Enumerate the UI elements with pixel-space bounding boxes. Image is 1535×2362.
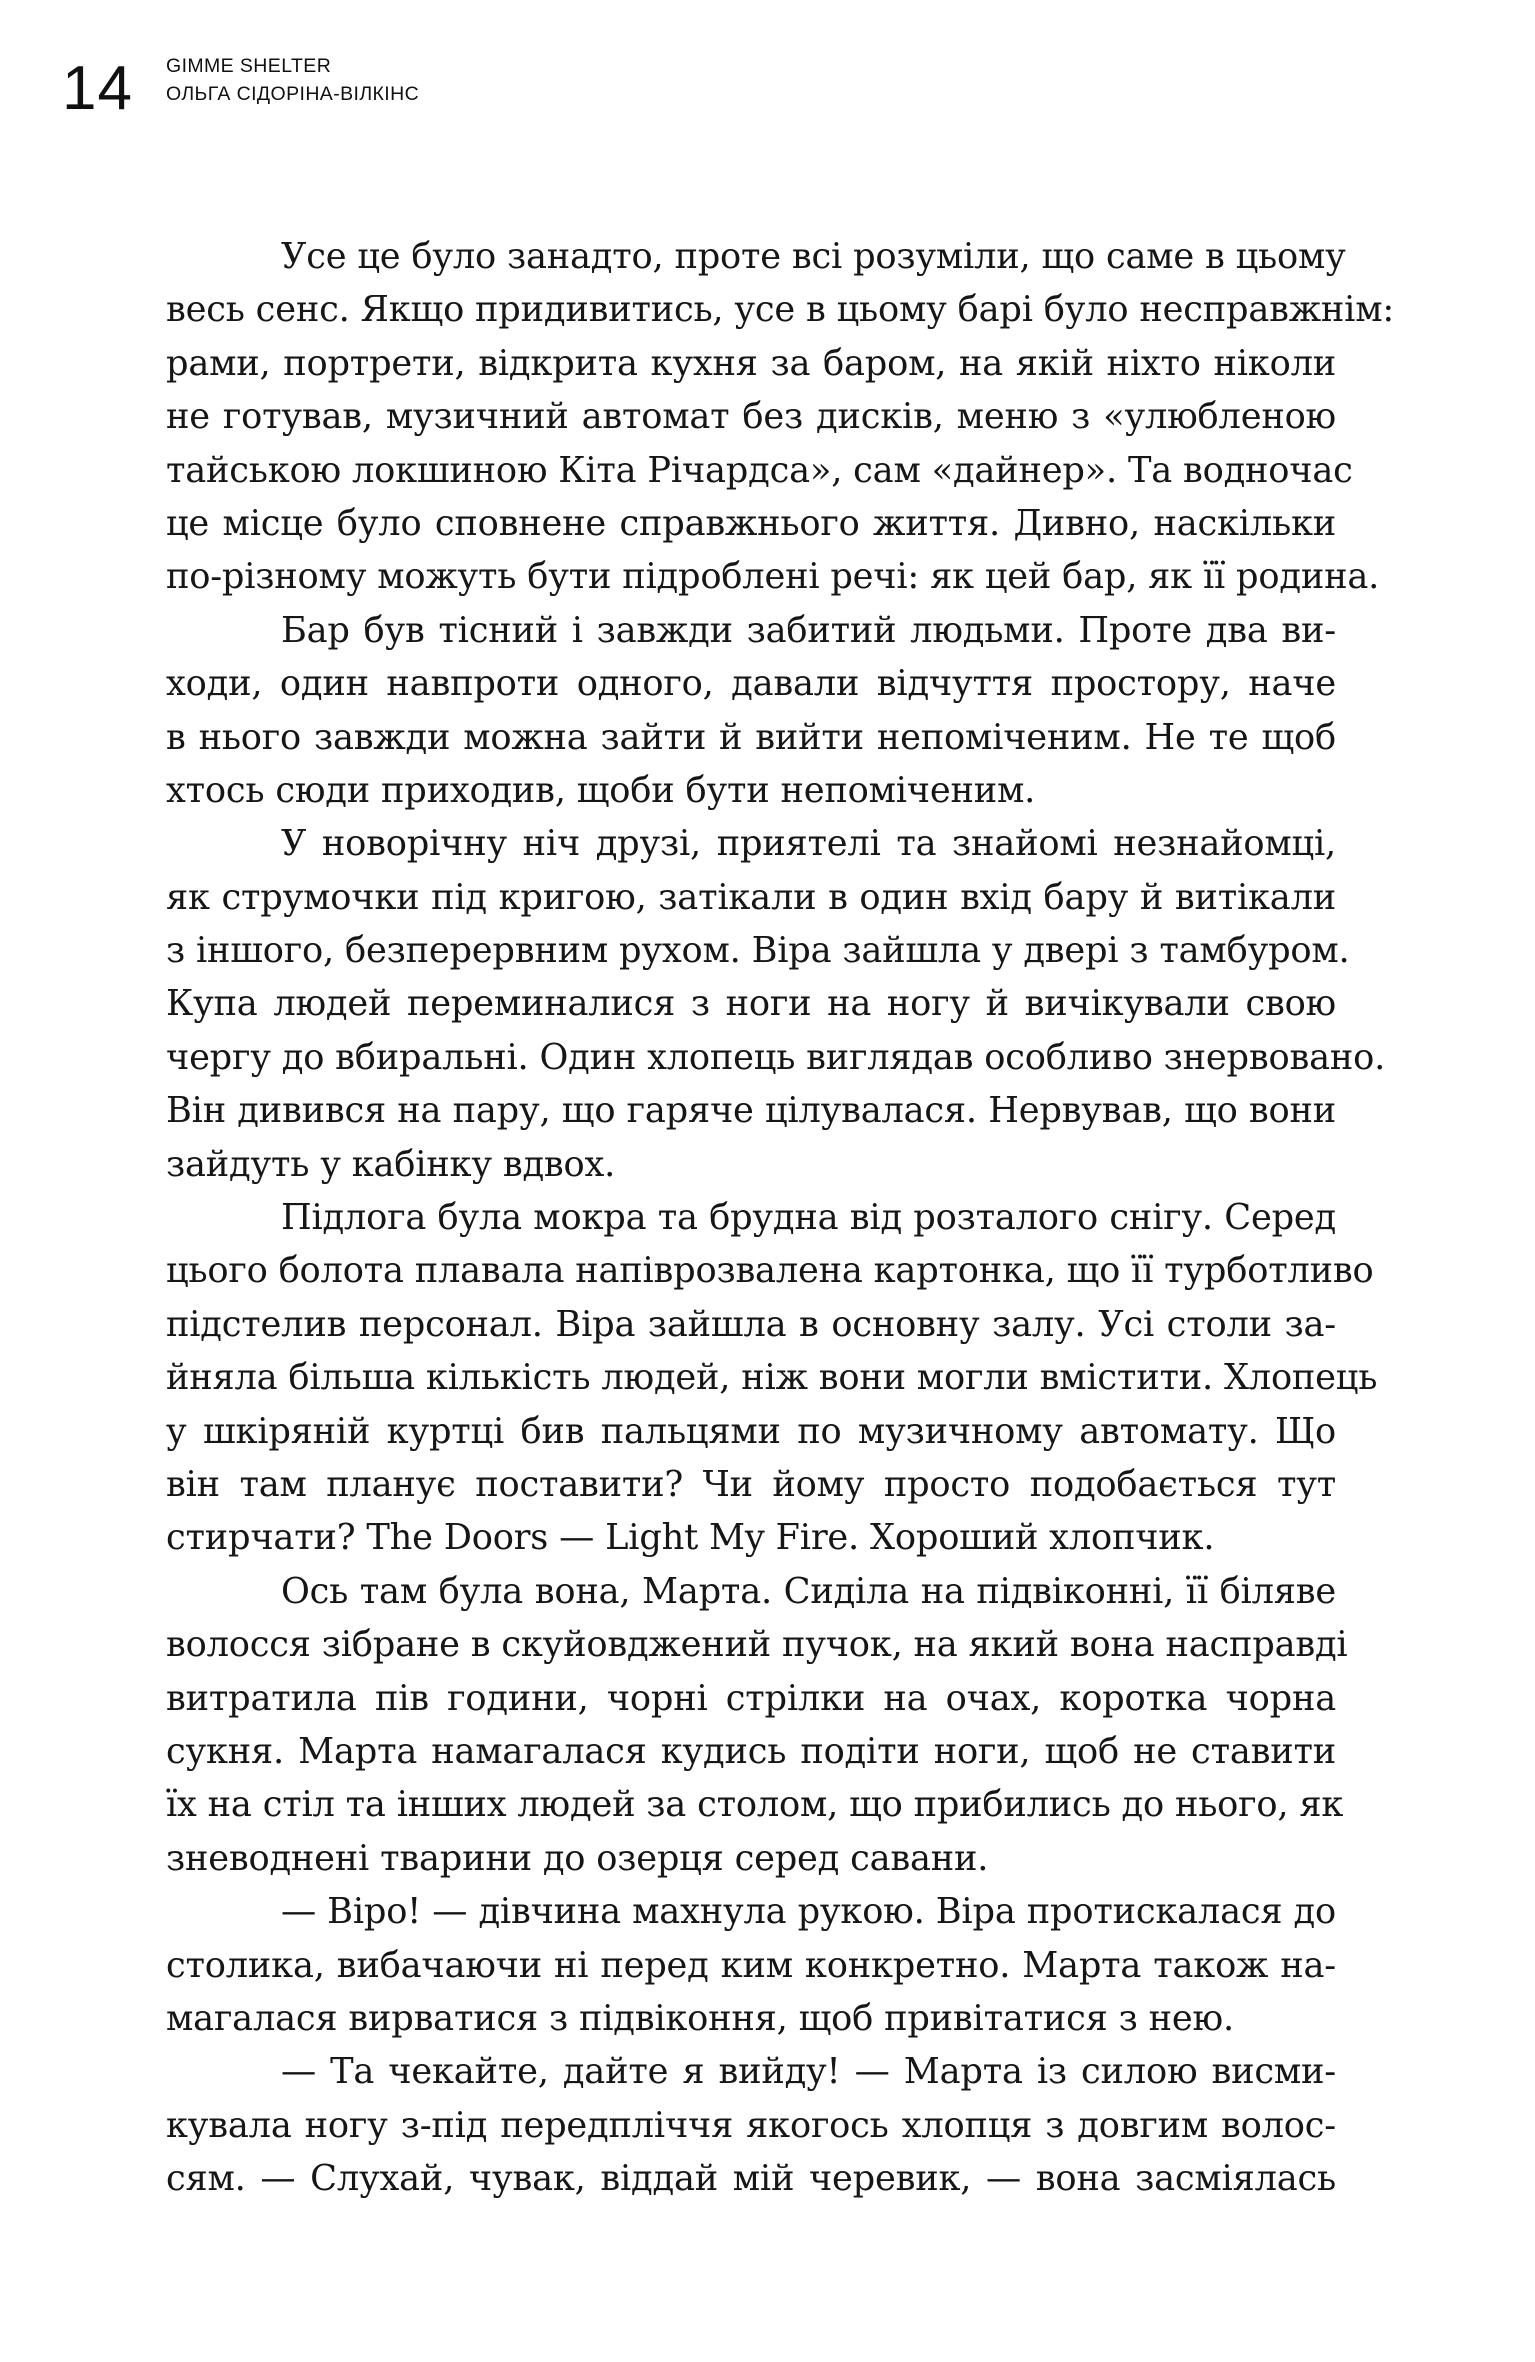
text-line: волосся зібране в скуйовджений пучок, на який вона насправді [166, 1624, 1348, 1666]
text-line: цього болота плавала напіврозвалена картонка, що її турботливо [166, 1250, 1374, 1292]
text-line: магалася вирватися з підвіконня, щоб привітатися з нею. [166, 1997, 1234, 2039]
page-number: 14 [62, 54, 133, 123]
text-line: хтось сюди приходив, щоби бути непоміченим. [166, 769, 1036, 811]
text-line: рами, портрети, відкрита кухня за баром, на якій ніхто ніколи [166, 342, 1336, 384]
text-line: сям. — Слухай, чувак, віддай мій черевик, — вона засміялась [166, 2158, 1336, 2200]
text-line: як струмочки під кригою, затікали в один вхід бару й витікали [166, 876, 1336, 918]
text-line: тайською локшиною Кіта Річардса», сам «дайнер». Та водночас [166, 449, 1353, 491]
text-line: підстелив персонал. Віра зайшла в основну залу. Усі столи за- [166, 1303, 1336, 1345]
text-line: їх на стіл та інших людей за столом, що прибились до нього, як [166, 1784, 1344, 1826]
text-line: столика, вибачаючи ні перед ким конкретно. Марта також на- [166, 1944, 1336, 1986]
text-line: Усе це було занадто, проте всі розуміли, що саме в цьому [281, 236, 1346, 277]
text-line: У новорічну ніч друзі, приятелі та знайомі незнайомці, [281, 823, 1336, 865]
body-text [166, 230, 1395, 2205]
text-line: це місце було сповнене справжнього життя. Дивно, наскільки [166, 502, 1336, 544]
text-line: не готував, музичний автомат без дисків, меню з «улюбленою [166, 396, 1336, 438]
text-line: весь сенс. Якщо придивитись, усе в цьому барі було несправжнім: [166, 289, 1395, 331]
text-line: ходи, один навпроти одного, давали відчуття простору, наче [166, 663, 1336, 705]
text-line: у шкіряній куртці бив пальцями по музичному автомату. Що [166, 1410, 1336, 1452]
text-line: сукня. Марта намагалася кудись подіти ноги, щоб не ставити [166, 1730, 1336, 1772]
text-line: по-різному можуть бути підроблені речі: як цей бар, як її родина. [166, 556, 1380, 598]
text-line: в нього завжди можна зайти й вийти непоміченим. Не те щоб [166, 716, 1336, 758]
text-line: витратила пів години, чорні стрілки на очах, коротка чорна [166, 1677, 1336, 1719]
text-line: зневоднені тварини до озерця серед савани. [166, 1837, 989, 1879]
text-line: він там планує поставити? Чи йому просто подобається тут [166, 1463, 1336, 1505]
text-line: — Та чекайте, дайте я вийду! — Марта із силою висми- [281, 2051, 1336, 2093]
text-line: зайдуть у кабінку вдвох. [166, 1143, 616, 1185]
text-line: Він дивився на пару, що гаряче цілувалася. Нервував, що вони [166, 1090, 1336, 1132]
text-line: Купа людей переминалися з ноги на ногу й вичікували свою [166, 983, 1336, 1025]
text-line: Бар був тісний і завжди забитий людьми. Проте два ви- [281, 609, 1336, 651]
text-line: чергу до вбиральні. Один хлопець виглядав особливо знервовано. [166, 1036, 1386, 1078]
book-title: GIMME SHELTER [166, 55, 332, 77]
text-line: Ось там була вона, Марта. Сиділа на підвіконні, її біляве [281, 1570, 1336, 1612]
text-line: — Віро! — дівчина махнула рукою. Віра протискалася до [281, 1891, 1336, 1933]
text-line: з іншого, безперервним рухом. Віра зайшла у двері з тамбуром. [166, 930, 1350, 972]
text-line: стирчати? The Doors — Light My Fire. Хороший хлопчик. [166, 1517, 1215, 1559]
text-line: кувала ногу з-під передпліччя якогось хлопця з довгим волос- [166, 2104, 1336, 2146]
text-line: йняла більша кількість людей, ніж вони могли вмістити. Хлопець [166, 1357, 1378, 1399]
author-name: ОЛЬГА СІДОРІНА-ВІЛКІНС [166, 83, 420, 105]
text-line: Підлога була мокра та брудна від розталого снігу. Серед [281, 1197, 1336, 1239]
running-head [166, 52, 419, 108]
